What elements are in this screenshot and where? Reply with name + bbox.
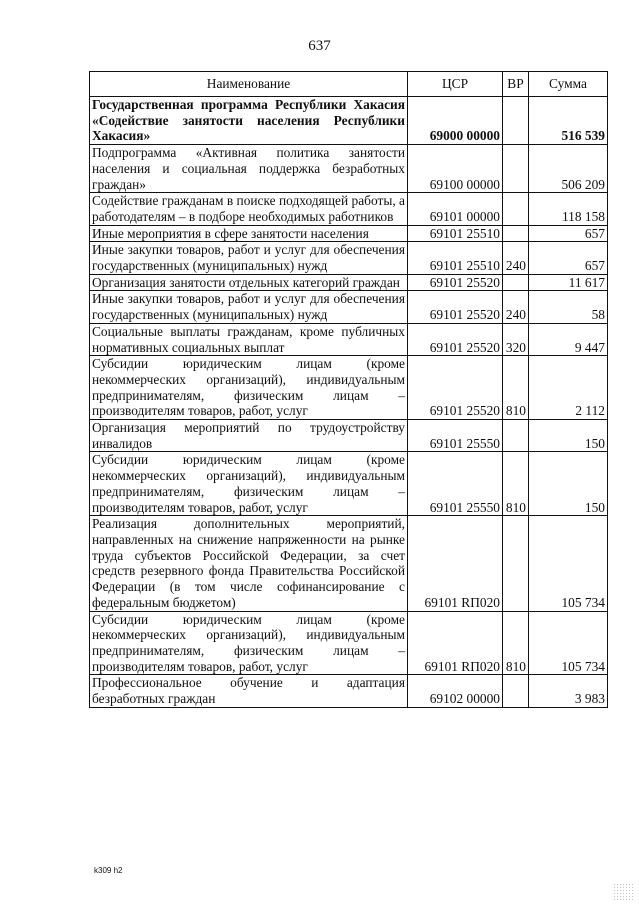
row-vr: 320	[503, 323, 529, 355]
row-sum: 657	[529, 225, 608, 242]
row-name: Субсидии юридическим лицам (кроме некоммерческих организаций), индивидуальным предпринимателям, физическим лицам – производителям товаров, работ, услуг	[90, 611, 408, 675]
table-row	[90, 242, 608, 274]
row-csr: 69101 RП020	[408, 611, 503, 675]
row-csr: 69102 00000	[408, 675, 503, 707]
row-name: Иные закупки товаров, работ и услуг для обеспечения государственных (муниципальных) нужд	[90, 291, 408, 323]
row-csr: 69101 25510	[408, 225, 503, 242]
row-name: Подпрограмма «Активная политика занятости населения и социальная поддержка безработных граждан»	[90, 145, 408, 193]
row-vr	[503, 97, 529, 145]
row-sum: 118 158	[529, 193, 608, 225]
row-vr	[503, 225, 529, 242]
table-row	[90, 193, 608, 225]
table-row	[90, 611, 608, 675]
table-row	[90, 97, 608, 145]
row-sum: 105 734	[529, 611, 608, 675]
table-row	[90, 145, 608, 193]
row-csr: 69101 25520	[408, 356, 503, 420]
row-csr: 69101 00000	[408, 193, 503, 225]
scan-artifact	[613, 883, 635, 901]
row-name: Организация занятости отдельных категорий граждан	[90, 274, 408, 291]
row-vr: 240	[503, 242, 529, 274]
row-vr: 240	[503, 291, 529, 323]
row-sum: 2 112	[529, 356, 608, 420]
table-row	[90, 225, 608, 242]
row-csr: 69101 RП020	[408, 516, 503, 611]
row-vr	[503, 193, 529, 225]
table-row	[90, 274, 608, 291]
header-csr: ЦСР	[408, 72, 503, 97]
budget-table	[89, 71, 608, 708]
table-row	[90, 675, 608, 707]
row-sum: 516 539	[529, 97, 608, 145]
table-row	[90, 516, 608, 611]
row-sum: 657	[529, 242, 608, 274]
row-vr: 810	[503, 356, 529, 420]
table-row	[90, 323, 608, 355]
row-sum: 58	[529, 291, 608, 323]
row-sum: 150	[529, 420, 608, 452]
row-csr: 69101 25520	[408, 274, 503, 291]
page-number: 637	[308, 38, 331, 54]
header-vr: ВР	[503, 72, 529, 97]
row-name: Содействие гражданам в поиске подходящей работы, а работодателям – в подборе необходимых работников	[90, 193, 408, 225]
row-name: Иные закупки товаров, работ и услуг для обеспечения государственных (муниципальных) нужд	[90, 242, 408, 274]
row-vr	[503, 675, 529, 707]
table-row	[90, 356, 608, 420]
footer-code: k309 h2	[94, 866, 123, 875]
header-name: Наименование	[90, 72, 408, 97]
header-sum: Сумма	[529, 72, 608, 97]
table-header-row	[90, 72, 608, 97]
row-vr	[503, 516, 529, 611]
row-sum: 105 734	[529, 516, 608, 611]
row-csr: 69101 25520	[408, 291, 503, 323]
row-sum: 150	[529, 452, 608, 516]
row-csr: 69101 25550	[408, 420, 503, 452]
row-name: Реализация дополнительных мероприятий, направленных на снижение напряженности на рынке труда субъектов Российской Федерации, за счет средств резервного фонда Правительства Российской Федерации (в том числе софинансирование с федеральным бюджетом)	[90, 516, 408, 611]
row-csr: 69101 25550	[408, 452, 503, 516]
row-csr: 69101 25510	[408, 242, 503, 274]
row-csr: 69000 00000	[408, 97, 503, 145]
table-row	[90, 452, 608, 516]
table-row	[90, 291, 608, 323]
row-name: Социальные выплаты гражданам, кроме публичных нормативных социальных выплат	[90, 323, 408, 355]
row-vr	[503, 145, 529, 193]
row-name: Государственная программа Республики Хакасия «Содействие занятости населения Республики Хакасия»	[90, 97, 408, 145]
row-name: Субсидии юридическим лицам (кроме некоммерческих организаций), индивидуальным предпринимателям, физическим лицам – производителям товаров, работ, услуг	[90, 452, 408, 516]
row-sum: 11 617	[529, 274, 608, 291]
row-sum: 506 209	[529, 145, 608, 193]
row-vr	[503, 420, 529, 452]
row-vr: 810	[503, 611, 529, 675]
row-csr: 69101 25520	[408, 323, 503, 355]
row-name: Организация мероприятий по трудоустройству инвалидов	[90, 420, 408, 452]
row-vr: 810	[503, 452, 529, 516]
row-name: Иные мероприятия в сфере занятости населения	[90, 225, 408, 242]
row-name: Профессиональное обучение и адаптация безработных граждан	[90, 675, 408, 707]
table-row	[90, 420, 608, 452]
row-sum: 9 447	[529, 323, 608, 355]
row-name: Субсидии юридическим лицам (кроме некоммерческих организаций), индивидуальным предпринимателям, физическим лицам – производителям товаров, работ, услуг	[90, 356, 408, 420]
row-sum: 3 983	[529, 675, 608, 707]
row-csr: 69100 00000	[408, 145, 503, 193]
row-vr	[503, 274, 529, 291]
